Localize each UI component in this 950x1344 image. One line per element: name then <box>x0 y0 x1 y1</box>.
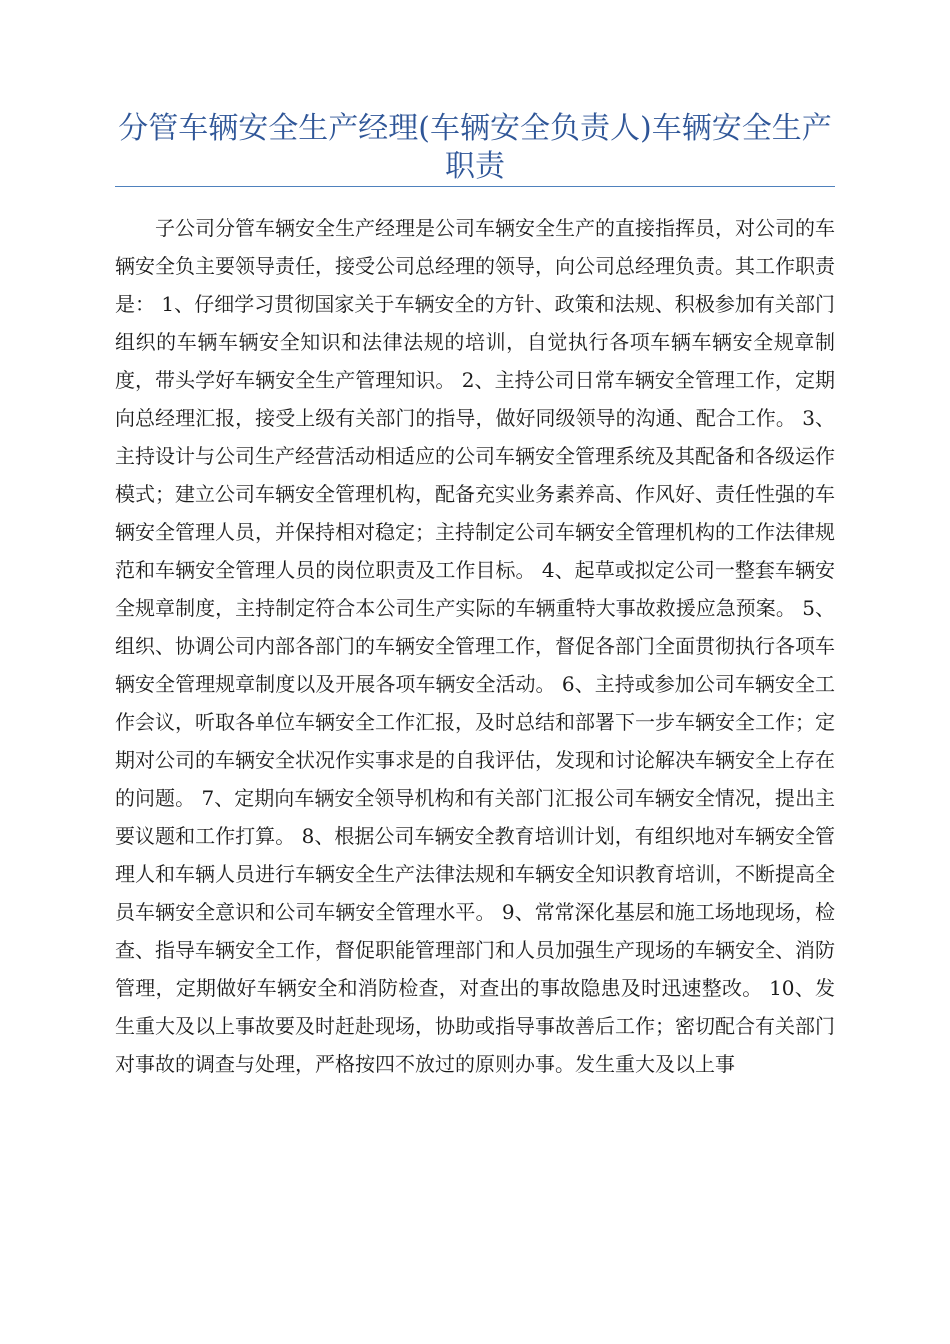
title-underline <box>115 186 835 187</box>
body-paragraph: 子公司分管车辆安全生产经理是公司车辆安全生产的直接指挥员，对公司的车辆安全负主要领导责任，接受公司总经理的领导，向公司总经理负责。其工作职责是： 1、仔细学习贯彻国家关于车辆安全的方针、政策和法规、积极参加有关部门组织的车辆车辆安全知识和法律法规的培训，自觉执行各项车辆车辆安全规章制度，带头学好车辆安全生产管理知识。 2、主持公司日常车辆安全管理工作，定期向总经理汇报，接受上级有关部门的指导，做好同级领导的沟通、配合工作。 3、主持设计与公司生产经营活动相适应的公司车辆安全管理系统及其配备和各级运作模式；建立公司车辆安全管理机构，配备充实业务素养高、作风好、责任性强的车辆安全管理人员，并保持相对稳定；主持制定公司车辆安全管理机构的工作法律规范和车辆安全管理人员的岗位职责及工作目标。 4、起草或拟定公司一整套车辆安全规章制度，主持制定符合本公司生产实际的车辆重特大事故救援应急预案。 5、组织、协调公司内部各部门的车辆安全管理工作，督促各部门全面贯彻执行各项车辆安全管理规章制度以及开展各项车辆安全活动。 6、主持或参加公司车辆安全工作会议，听取各单位车辆安全工作汇报，及时总结和部署下一步车辆安全工作；定期对公司的车辆安全状况作实事求是的自我评估，发现和讨论解决车辆安全上存在的问题。 7、定期向车辆安全领导机构和有关部门汇报公司车辆安全情况，提出主要议题和工作打算。 8、根据公司车辆安全教育培训计划，有组织地对车辆安全管理人和车辆人员进行车辆安全生产法律法规和车辆安全知识教育培训，不断提高全员车辆安全意识和公司车辆安全管理水平。 9、常常深化基层和施工场地现场，检查、指导车辆安全工作，督促职能管理部门和人员加强生产现场的车辆安全、消防管理，定期做好车辆安全和消防检查，对查出的事故隐患及时迅速整改。 10、发生重大及以上事故要及时赶赴现场，协助或指导事故善后工作；密切配合有关部门对事故的调查与处理，严格按四不放过的原则办事。发生重大及以上事 <box>115 216 835 1076</box>
title-block <box>115 110 835 186</box>
document-title: 分管车辆安全生产经理(车辆安全负责人)车辆安全生产职责 <box>118 111 832 184</box>
